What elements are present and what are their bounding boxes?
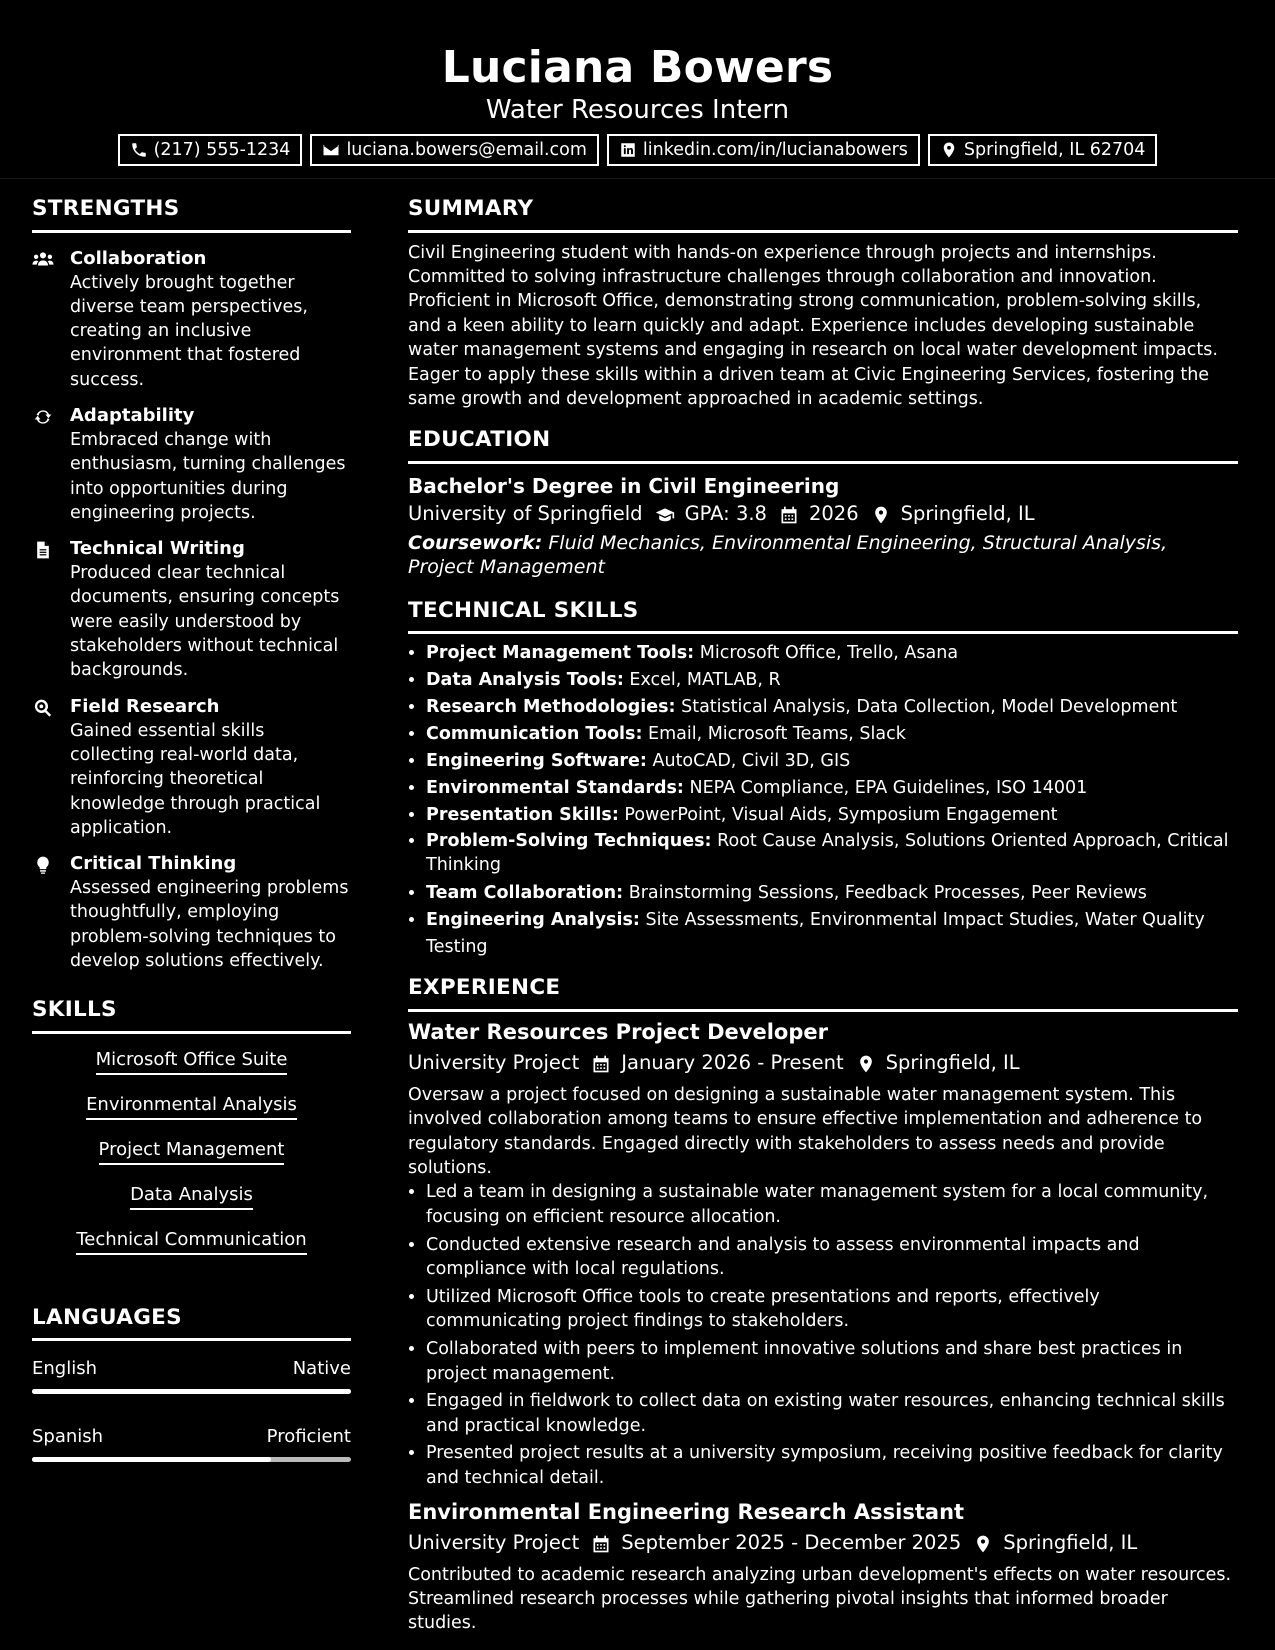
skills-list xyxy=(32,1048,351,1273)
job-entry xyxy=(408,1018,1238,1491)
coursework-label: Coursework: xyxy=(408,531,543,554)
education-meta xyxy=(408,499,1238,529)
job-dates: January 2026 - Present xyxy=(621,1050,844,1074)
proficiency-bar xyxy=(32,1389,351,1394)
search-icon xyxy=(32,698,54,718)
strength-name: Technical Writing xyxy=(70,538,245,560)
job-dates: September 2025 - December 2025 xyxy=(621,1530,962,1554)
gpa: GPA: 3.8 xyxy=(684,501,767,525)
technical-skills-heading: TECHNICAL SKILLS xyxy=(408,597,639,623)
list-item: • Project Management Tools: Microsoft Office, Trello, Asana xyxy=(426,640,1238,667)
list-item: • Problem-Solving Techniques: Root Cause Analysis, Solutions Oriented Approach, Critical Thinking xyxy=(426,829,1238,877)
job-entry xyxy=(408,1498,1238,1636)
language-level: Native xyxy=(292,1358,351,1380)
job-description: Oversaw a project focused on designing a sustainable water management system. This involved collaboration among teams to ensure effective implementation and adherence to regulatory standards. Engaged directly with stakeholders to assess needs and provide solutions. xyxy=(408,1084,1203,1179)
phone-text: (217) 555-1234 xyxy=(153,140,291,160)
strength-item xyxy=(32,852,351,973)
map-pin-icon xyxy=(973,1533,993,1553)
proficiency-bar xyxy=(32,1457,351,1462)
experience-section xyxy=(408,977,1238,1635)
document-icon xyxy=(32,540,54,560)
strengths-heading: STRENGTHS xyxy=(32,196,180,221)
strength-description: Actively brought together diverse team perspectives, creating an inclusive environment that fostered success. xyxy=(70,272,308,390)
school-name: University of Springfield xyxy=(408,501,643,525)
calendar-icon xyxy=(779,504,799,524)
users-icon xyxy=(32,250,54,270)
technical-skills-list xyxy=(408,640,1238,961)
list-item: • Communication Tools: Email, Microsoft Teams, Slack xyxy=(426,721,1238,748)
graduation-cap-icon xyxy=(655,504,675,524)
location-contact xyxy=(928,134,1158,166)
job-bullets xyxy=(408,1180,1238,1490)
strength-name: Collaboration xyxy=(70,247,207,269)
strength-description: Assessed engineering problems thoughtfully, employing problem-solving techniques to develop solutions effectively. xyxy=(70,878,349,972)
linkedin-icon xyxy=(619,141,637,159)
section-divider xyxy=(408,230,1238,233)
section-divider xyxy=(408,461,1238,464)
skill-tag: Environmental Analysis xyxy=(86,1093,297,1120)
strength-item xyxy=(32,537,351,682)
list-item: • Data Analysis Tools: Excel, MATLAB, R xyxy=(426,667,1238,694)
list-item: • Research Methodologies: Statistical Analysis, Data Collection, Model Development xyxy=(426,694,1238,721)
job-meta xyxy=(408,1048,1238,1078)
section-divider xyxy=(32,1338,351,1341)
sync-icon xyxy=(32,407,54,427)
skill-tag: Data Analysis xyxy=(130,1183,253,1210)
school-location: Springfield, IL xyxy=(900,501,1035,525)
list-item: • Presented project results at a university symposium, receiving positive feedback for clarity and technical detail. xyxy=(426,1441,1238,1490)
strength-item xyxy=(32,247,351,392)
right-column xyxy=(408,198,1238,1636)
calendar-icon xyxy=(591,1053,611,1073)
linkedin-contact[interactable] xyxy=(607,134,920,166)
summary-text: Civil Engineering student with hands-on experience through projects and internships. Committed to solving infrastructure challenges through collaboration and innovation. Proficient in Microsoft Office, demonstrating strong communication, problem-solving skills, and a keen ability to learn quickly and adapt. Experience includes developing sustainable water management systems and engaging in research on local water development impacts. Eager to apply these skills within a driven team at Civic Engineering Services, fostering the same growth and development approached in academic settings. xyxy=(408,242,1218,409)
coursework xyxy=(408,531,1238,579)
list-item: • Engaged in fieldwork to collect data on existing water resources, enhancing technical skills and practical knowledge. xyxy=(426,1389,1238,1438)
lightbulb-icon xyxy=(32,855,54,875)
strength-description: Gained essential skills collecting real-world data, reinforcing theoretical knowledge through practical application. xyxy=(70,720,321,838)
strength-item xyxy=(32,404,351,525)
language-level: Proficient xyxy=(266,1426,351,1448)
job-org: University Project xyxy=(408,1050,580,1074)
list-item: • Team Collaboration: Brainstorming Sessions, Feedback Processes, Peer Reviews xyxy=(426,880,1238,907)
skill-tag: Microsoft Office Suite xyxy=(96,1048,288,1075)
map-pin-icon xyxy=(856,1053,876,1073)
list-item: • Led a team in designing a sustainable water management system for a local community, focusing on efficient resource allocation. xyxy=(426,1180,1238,1229)
skill-tag: Project Management xyxy=(99,1138,285,1165)
phone-contact[interactable] xyxy=(118,134,303,166)
map-pin-icon xyxy=(871,504,891,524)
skill-tag: Technical Communication xyxy=(76,1228,306,1255)
proficiency-fill xyxy=(32,1457,271,1462)
education-heading: EDUCATION xyxy=(408,427,551,453)
strength-name: Adaptability xyxy=(70,404,195,426)
summary-section xyxy=(408,198,1238,411)
candidate-title: Water Resources Intern xyxy=(485,95,790,125)
skills-heading: SKILLS xyxy=(32,997,117,1023)
strength-description: Embraced change with enthusiasm, turning challenges into opportunities during engineering projects. xyxy=(70,429,346,523)
education-section xyxy=(408,429,1238,579)
job-location: Springfield, IL xyxy=(885,1050,1020,1074)
coursework-list: Fluid Mechanics, Environmental Engineering, Structural Analysis, Project Management xyxy=(408,531,1168,578)
experience-heading: EXPERIENCE xyxy=(408,975,561,1001)
strengths-section xyxy=(32,198,351,973)
strength-description: Produced clear technical documents, ensuring concepts were easily understood by stakeholders without technical backgrounds. xyxy=(70,563,340,681)
left-column xyxy=(32,198,351,1462)
job-title: Environmental Engineering Research Assistant xyxy=(408,1499,965,1524)
language-name: English xyxy=(32,1358,97,1380)
strength-name: Critical Thinking xyxy=(70,853,237,875)
map-pin-icon xyxy=(940,141,958,159)
envelope-icon xyxy=(322,141,340,159)
section-divider xyxy=(408,631,1238,634)
contact-bar xyxy=(0,134,1275,166)
list-item: • Engineering Analysis: Site Assessments, Environmental Impact Studies, Water Quality Testing xyxy=(426,907,1238,961)
resume-header xyxy=(0,0,1275,179)
skills-section xyxy=(32,999,351,1273)
candidate-name: Luciana Bowers xyxy=(441,42,834,93)
language-name: Spanish xyxy=(32,1426,104,1448)
list-item: • Engineering Software: AutoCAD, Civil 3D, GIS xyxy=(426,748,1238,775)
language-item xyxy=(32,1425,351,1462)
job-location: Springfield, IL xyxy=(1003,1530,1138,1554)
email-text: luciana.bowers@email.com xyxy=(346,140,587,160)
languages-section xyxy=(32,1304,351,1463)
degree-title: Bachelor's Degree in Civil Engineering xyxy=(408,473,840,498)
list-item: • Collaborated with peers to implement innovative solutions and share best practices in project management. xyxy=(426,1337,1238,1386)
job-org: University Project xyxy=(408,1530,580,1554)
strength-item xyxy=(32,695,351,840)
list-item: • Environmental Standards: NEPA Compliance, EPA Guidelines, ISO 14001 xyxy=(426,775,1238,802)
job-description: Contributed to academic research analyzing urban development's effects on water resources. Streamlined research processes while gathering pivotal insights that informed broader studies. xyxy=(408,1564,1232,1634)
location-text: Springfield, IL 62704 xyxy=(963,140,1146,160)
calendar-icon xyxy=(591,1533,611,1553)
languages-heading: LANGUAGES xyxy=(32,1304,182,1330)
job-meta xyxy=(408,1528,1238,1558)
proficiency-fill xyxy=(32,1389,351,1394)
list-item: • Presentation Skills: PowerPoint, Visual Aids, Symposium Engagement xyxy=(426,802,1238,829)
graduation-year: 2026 xyxy=(808,501,859,525)
list-item: • Utilized Microsoft Office tools to create presentations and reports, effectively communicating project findings to stakeholders. xyxy=(426,1285,1238,1334)
strength-name: Field Research xyxy=(70,695,220,717)
linkedin-text: linkedin.com/in/lucianabowers xyxy=(642,140,908,160)
email-contact[interactable] xyxy=(310,134,598,166)
section-divider xyxy=(408,1009,1238,1012)
summary-heading: SUMMARY xyxy=(408,196,534,221)
section-divider xyxy=(32,1031,351,1034)
job-title: Water Resources Project Developer xyxy=(408,1019,828,1044)
phone-icon xyxy=(130,141,148,159)
language-item xyxy=(32,1357,351,1394)
list-item: • Conducted extensive research and analysis to assess environmental impacts and compliance with local regulations. xyxy=(426,1233,1238,1282)
technical-skills-section xyxy=(408,597,1238,962)
